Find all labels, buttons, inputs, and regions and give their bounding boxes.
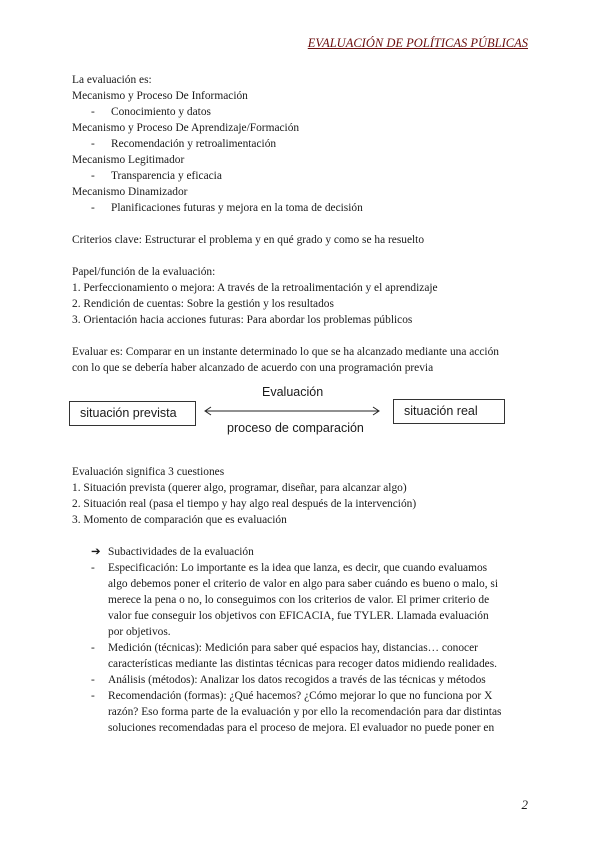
role-item: 3. Orientación hacia acciones futuras: Para abordar los problemas públicos (72, 314, 413, 326)
mechanism-title: Mecanismo y Proceso De Información (72, 90, 248, 102)
diagram-bottom-label: proceso de comparación (227, 421, 364, 435)
subactividad-item: - Medición (técnicas): Medición para saber qué espacios hay, distancias… conocer características mediante las distintas técnicas para recoger datos midiendo realidades. (91, 642, 498, 670)
intro-line: La evaluación es: (72, 74, 152, 86)
evaluar-line: con lo que se debería haber alcanzado de acuerdo con una programación previa (72, 362, 434, 374)
mechanism-title: Mecanismo Dinamizador (72, 186, 188, 198)
criteria-line: Criterios clave: Estructurar el problema y en qué grado y como se ha resuelto (72, 234, 425, 246)
role-item: 2. Rendición de cuentas: Sobre la gestión y los resultados (72, 298, 334, 310)
page-number: 2 (521, 797, 528, 812)
page-header-title: EVALUACIÓN DE POLÍTICAS PÚBLICAS (307, 36, 528, 50)
subactividades-title: ➔ Subactividades de la evaluación (91, 546, 254, 558)
subactividad-item: - Especificación: Lo importante es la idea que lanza, es decir, que cuando evaluamos algo debemos poner el criterio de valor en algo para saber cuándo es bueno o malo, si merece la pena o no, lo conseguimos con los criterios de valor. El primer criterio de valor fue conseguir los objetivos con EFICACIA, fue TYLER. Llamada evaluación por objetivos. (91, 562, 498, 638)
situacion-prevista-box: situación prevista (69, 401, 196, 426)
mechanism-item: - Transparencia y eficacia (91, 170, 222, 182)
significa-item: 3. Momento de comparación que es evaluación (72, 514, 287, 526)
arrow-right-icon: ➔ (91, 546, 101, 558)
situacion-real-box: situación real (393, 399, 505, 424)
significa-title: Evaluación significa 3 cuestiones (72, 466, 225, 478)
mechanism-item: - Planificaciones futuras y mejora en la toma de decisión (91, 202, 363, 214)
diagram-top-label: Evaluación (262, 385, 324, 399)
document-body (72, 72, 530, 736)
significa-item: 2. Situación real (pasa el tiempo y hay algo real después de la intervención) (72, 498, 417, 510)
subactividad-item: - Análisis (métodos): Analizar los datos recogidos a través de las técnicas y métodos (91, 674, 486, 686)
role-item: 1. Perfeccionamiento o mejora: A través de la retroalimentación y el aprendizaje (72, 282, 438, 294)
mechanism-item: - Conocimiento y datos (91, 106, 211, 118)
double-arrow-icon (202, 405, 382, 417)
mechanism-title: Mecanismo Legitimador (72, 154, 185, 166)
subactividad-item: - Recomendación (formas): ¿Qué hacemos? ¿Cómo mejorar lo que no funciona por X razón? Eso forma parte de la evaluación y por ello la recomendación para dar distintas soluciones recomendadas para el proceso de mejora. El evaluador no puede poner en (91, 690, 502, 734)
mechanism-title: Mecanismo y Proceso De Aprendizaje/Formación (72, 122, 300, 134)
evaluar-line: Evaluar es: Comparar en un instante determinado lo que se ha alcanzado mediante una acción (72, 346, 499, 358)
significa-item: 1. Situación prevista (querer algo, programar, diseñar, para alcanzar algo) (72, 482, 407, 494)
role-title: Papel/función de la evaluación: (72, 266, 216, 278)
comparison-diagram (72, 376, 530, 464)
mechanism-item: - Recomendación y retroalimentación (91, 138, 277, 150)
